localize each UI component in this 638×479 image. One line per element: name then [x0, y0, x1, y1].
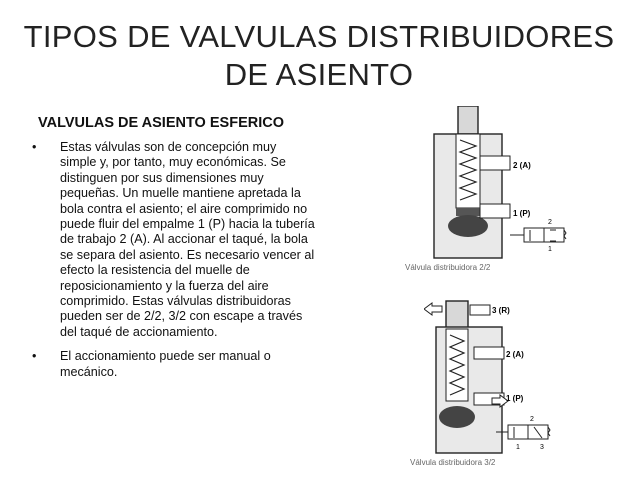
valve-3-2-diagram: [424, 297, 574, 459]
figure-2-caption: Válvula distribuidora 3/2: [410, 458, 496, 467]
section-subtitle: VALVULAS DE ASIENTO ESFERICO: [38, 115, 284, 131]
symbol-port-2: 2: [548, 219, 552, 226]
valve-body: [434, 106, 510, 258]
slide-title: [20, 18, 618, 94]
slide-title-line-2: DE ASIENTO: [224, 57, 414, 92]
bullet-dot-icon: •: [32, 349, 37, 364]
figure-1-caption: Válvula distribuidora 2/2: [405, 263, 491, 272]
valve-body: [436, 301, 504, 453]
port-a-label: 2 (A): [513, 161, 531, 170]
bullet-list: [30, 140, 315, 389]
symbol-port-1: 1: [548, 246, 552, 253]
symbol-port-2: 2: [530, 416, 534, 423]
exhaust-arrow-icon: [424, 303, 442, 315]
bullet-item: [30, 140, 315, 340]
port-p-label: 1 (P): [513, 209, 531, 218]
slide-title-line-1: TIPOS DE VALVULAS DISTRIBUIDORES: [23, 19, 615, 54]
valve-symbol-3-2: [496, 416, 550, 451]
symbol-port-3: 3: [540, 444, 544, 451]
port-p-label: 1 (P): [506, 394, 524, 403]
bullet-item: [30, 349, 315, 380]
bullet-dot-icon: •: [32, 140, 37, 154]
bullet-text: El accionamiento puede ser manual o mecánico.: [60, 349, 271, 379]
valve-symbol-2-2: [510, 219, 566, 253]
bullet-text: Estas válvulas son de concepción muy simple y, por tanto, muy económicas. Se distinguen por sus dimensiones muy pequeñas. Un muelle mantiene apretada la bola contra el asiento; el aire comprimido no puede fluir del empalme 1 (P) hacia la tubería de trabajo 2 (A). Al accionar el taqué, la bola se separa del asiento. Es necesario vencer al efecto la resistencia del muelle de reposicionamiento y la fuerza del aire comprimido. Estas válvulas distribuidoras pueden ser de 2/2, 3/2 con escape a través del taqué de accionamiento.: [60, 140, 315, 339]
valve-2-2-diagram: [420, 106, 570, 264]
port-a-label: 2 (A): [506, 350, 524, 359]
symbol-port-1: 1: [516, 444, 520, 451]
port-r-label: 3 (R): [492, 306, 510, 315]
